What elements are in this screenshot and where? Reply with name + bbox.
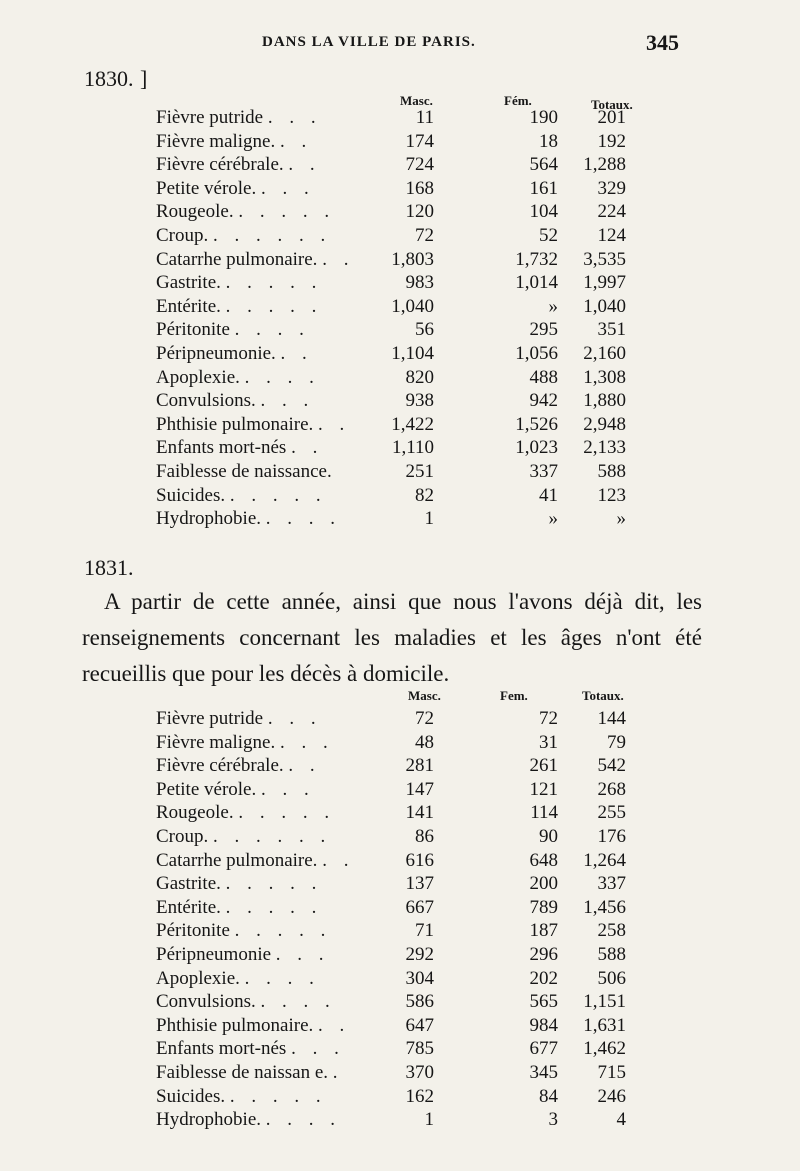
table-row bbox=[0, 342, 800, 365]
fem-value: 202 bbox=[529, 967, 558, 989]
fem-value: 3 bbox=[548, 1109, 558, 1131]
table-row bbox=[0, 507, 800, 530]
masc-value: 137 bbox=[405, 873, 434, 895]
disease-name bbox=[156, 389, 314, 412]
leader-dots: . . . bbox=[261, 177, 315, 199]
paragraph-text bbox=[82, 584, 702, 692]
fem-value: 114 bbox=[530, 802, 558, 824]
total-value: 337 bbox=[597, 873, 626, 895]
fem-value: » bbox=[548, 508, 558, 530]
table-row bbox=[0, 919, 800, 942]
disease-name bbox=[156, 366, 320, 389]
disease-label: Fièvre maligne. bbox=[156, 731, 276, 753]
masc-value: 1,104 bbox=[391, 343, 434, 364]
leader-dots: . . . . . bbox=[225, 896, 323, 918]
fem-value: 789 bbox=[529, 896, 558, 918]
disease-label: Entérite. bbox=[156, 896, 221, 918]
masc-value: 1 bbox=[424, 508, 434, 530]
column-header-fem: Fém. bbox=[504, 93, 532, 108]
masc-value: 304 bbox=[405, 967, 434, 989]
total-value: 1,040 bbox=[583, 295, 626, 317]
disease-label: Apoplexie. bbox=[156, 967, 240, 989]
total-value: 268 bbox=[597, 778, 626, 800]
fem-value: 1,056 bbox=[515, 343, 558, 364]
disease-label: Apoplexie. bbox=[156, 366, 240, 388]
leader-dots: . . bbox=[280, 130, 313, 152]
leader-dots: . . . bbox=[261, 778, 315, 800]
leader-dots: . . . bbox=[267, 708, 322, 729]
total-value: 329 bbox=[597, 177, 626, 199]
total-value: 3,535 bbox=[583, 248, 626, 270]
leader-dots: . . . . . bbox=[229, 1085, 327, 1107]
disease-name bbox=[156, 342, 313, 365]
fem-value: 1,023 bbox=[515, 437, 558, 459]
disease-label: Convulsions. bbox=[156, 390, 256, 412]
leader-dots: . . . bbox=[275, 944, 330, 965]
fem-value: 296 bbox=[529, 944, 558, 965]
disease-name bbox=[156, 1108, 341, 1131]
disease-name bbox=[156, 778, 315, 801]
disease-name bbox=[156, 224, 331, 247]
fem-value: 648 bbox=[529, 849, 558, 871]
disease-label: Convulsions. bbox=[156, 991, 256, 1013]
table-row bbox=[0, 778, 800, 801]
masc-value: 281 bbox=[405, 755, 434, 777]
fem-value: » bbox=[548, 295, 558, 317]
leader-dots: . . . bbox=[291, 1038, 345, 1060]
table-row bbox=[0, 1085, 800, 1108]
leader-dots: . . . bbox=[280, 731, 334, 753]
fem-value: 187 bbox=[529, 920, 558, 942]
leader-dots: . bbox=[332, 1062, 344, 1083]
disease-label: Petite vérole. bbox=[156, 778, 257, 800]
leader-dots: . . bbox=[318, 1014, 351, 1036]
disease-name bbox=[156, 707, 322, 730]
table-row bbox=[0, 366, 800, 389]
fem-value: 942 bbox=[529, 390, 558, 412]
disease-name bbox=[156, 754, 321, 777]
table-row bbox=[0, 1037, 800, 1060]
column-header-masc: Masc. bbox=[408, 688, 441, 703]
fem-value: 52 bbox=[539, 225, 558, 246]
total-value: » bbox=[616, 508, 626, 530]
disease-name bbox=[156, 1014, 350, 1037]
disease-name bbox=[156, 825, 331, 848]
disease-label: Rougeole. bbox=[156, 201, 234, 223]
total-value: 542 bbox=[597, 755, 626, 777]
leader-dots: . . . . . . bbox=[213, 225, 332, 246]
leader-dots: . . . . . bbox=[225, 873, 323, 895]
total-value: 588 bbox=[597, 944, 626, 965]
disease-name bbox=[156, 484, 327, 507]
masc-value: 1 bbox=[424, 1109, 434, 1131]
column-header-totaux: Totaux. bbox=[582, 688, 624, 703]
table-row bbox=[0, 484, 800, 507]
fem-value: 1,014 bbox=[515, 272, 558, 294]
disease-name bbox=[156, 801, 335, 824]
total-value: 1,288 bbox=[583, 154, 626, 176]
masc-value: 162 bbox=[405, 1085, 434, 1107]
total-value: 224 bbox=[597, 201, 626, 223]
table-row bbox=[0, 754, 800, 777]
leader-dots: . . . . bbox=[234, 319, 310, 341]
fem-value: 18 bbox=[539, 130, 558, 152]
table-row bbox=[0, 990, 800, 1013]
masc-value: 1,110 bbox=[391, 437, 434, 459]
table-row bbox=[0, 106, 800, 129]
disease-name bbox=[156, 872, 322, 895]
table-row bbox=[0, 967, 800, 990]
masc-value: 370 bbox=[405, 1062, 434, 1083]
disease-name bbox=[156, 200, 335, 223]
disease-label: Fièvre putride bbox=[156, 708, 264, 729]
masc-value: 72 bbox=[415, 708, 434, 729]
fem-value: 200 bbox=[529, 873, 558, 895]
fem-value: 72 bbox=[539, 708, 558, 729]
leader-dots: . . . . bbox=[265, 508, 342, 530]
disease-name bbox=[156, 248, 354, 271]
fem-value: 84 bbox=[539, 1085, 558, 1107]
disease-name bbox=[156, 413, 350, 436]
disease-name bbox=[156, 1085, 327, 1108]
table-row bbox=[0, 849, 800, 872]
disease-label: Catarrhe pulmonaire. bbox=[156, 849, 318, 871]
leader-dots: . . . bbox=[260, 390, 315, 412]
total-value: 2,948 bbox=[583, 413, 626, 435]
year-bracket: ] bbox=[140, 66, 148, 91]
masc-value: 86 bbox=[415, 826, 434, 847]
table-row bbox=[0, 825, 800, 848]
table-row bbox=[0, 271, 800, 294]
total-value: 201 bbox=[597, 107, 626, 128]
total-value: 2,160 bbox=[583, 343, 626, 364]
running-head: DANS LA VILLE DE PARIS. bbox=[262, 34, 476, 50]
total-value: 4 bbox=[616, 1109, 626, 1131]
disease-label: Suicides. bbox=[156, 484, 226, 506]
masc-value: 82 bbox=[415, 484, 434, 506]
disease-name bbox=[156, 507, 341, 530]
masc-value: 1,040 bbox=[391, 295, 434, 317]
total-value: 255 bbox=[597, 802, 626, 824]
table-row bbox=[0, 1061, 800, 1084]
disease-label: Hydrophobie. bbox=[156, 508, 262, 530]
masc-value: 11 bbox=[415, 107, 434, 128]
fem-value: 488 bbox=[529, 366, 558, 388]
disease-name bbox=[156, 271, 322, 294]
disease-name bbox=[156, 177, 315, 200]
leader-dots: . . bbox=[322, 248, 355, 270]
total-value: 588 bbox=[597, 461, 626, 482]
masc-value: 667 bbox=[405, 896, 434, 918]
total-value: 1,456 bbox=[583, 896, 626, 918]
fem-value: 677 bbox=[529, 1038, 558, 1060]
leader-dots: . . bbox=[318, 413, 351, 435]
leader-dots: . . . . bbox=[244, 366, 320, 388]
disease-label: Phthisie pulmonaire. bbox=[156, 1014, 314, 1036]
disease-label: Enfants mort-nés bbox=[156, 437, 287, 459]
masc-value: 174 bbox=[405, 130, 434, 152]
total-value: 2,133 bbox=[583, 437, 626, 459]
disease-name bbox=[156, 130, 312, 153]
fem-value: 261 bbox=[529, 755, 558, 777]
disease-label: Entérite. bbox=[156, 295, 221, 317]
fem-value: 564 bbox=[529, 154, 558, 176]
masc-value: 48 bbox=[415, 731, 434, 753]
fem-value: 90 bbox=[539, 826, 558, 847]
disease-label: Suicides. bbox=[156, 1085, 226, 1107]
table-row bbox=[0, 896, 800, 919]
masc-value: 72 bbox=[415, 225, 434, 246]
disease-label: Croup. bbox=[156, 826, 209, 847]
leader-dots: . . . bbox=[267, 107, 322, 128]
table-row bbox=[0, 389, 800, 412]
fem-value: 1,526 bbox=[515, 413, 558, 435]
leader-dots: . . bbox=[288, 755, 321, 777]
table-row bbox=[0, 707, 800, 730]
paragraph-body: A partir de cette année, ainsi que nous l'avons déjà dit, les renseignements concernant les maladies et les âges n'ont été recueillis que pour les décès à domicile. bbox=[82, 589, 702, 686]
masc-value: 785 bbox=[405, 1038, 434, 1060]
table-row bbox=[0, 872, 800, 895]
column-header-fem: Fem. bbox=[500, 688, 528, 703]
disease-label: Faiblesse de naissance. bbox=[156, 461, 332, 482]
disease-name bbox=[156, 436, 323, 459]
total-value: 1,880 bbox=[583, 390, 626, 412]
leader-dots: . . bbox=[280, 343, 313, 364]
fem-value: 104 bbox=[529, 201, 558, 223]
leader-dots: . . bbox=[291, 437, 324, 459]
masc-value: 147 bbox=[405, 778, 434, 800]
disease-label: Faiblesse de naissan e. bbox=[156, 1062, 329, 1083]
column-header-masc: Masc. bbox=[400, 93, 433, 108]
masc-value: 724 bbox=[405, 154, 434, 176]
total-value: 123 bbox=[597, 484, 626, 506]
disease-name bbox=[156, 990, 336, 1013]
leader-dots: . . . . . . bbox=[213, 826, 332, 847]
disease-name bbox=[156, 295, 322, 318]
table-row bbox=[0, 1108, 800, 1131]
total-value: 144 bbox=[597, 708, 626, 729]
disease-label: Catarrhe pulmonaire. bbox=[156, 248, 318, 270]
disease-name bbox=[156, 1061, 344, 1084]
masc-value: 251 bbox=[405, 461, 434, 482]
masc-value: 71 bbox=[415, 920, 434, 942]
total-value: 124 bbox=[597, 225, 626, 246]
leader-dots: . . bbox=[288, 154, 321, 176]
total-value: 176 bbox=[597, 826, 626, 847]
masc-value: 938 bbox=[405, 390, 434, 412]
total-value: 351 bbox=[597, 319, 626, 341]
disease-label: Péripneumonie bbox=[156, 944, 272, 965]
table-row bbox=[0, 248, 800, 271]
fem-value: 190 bbox=[529, 107, 558, 128]
masc-value: 983 bbox=[405, 272, 434, 294]
leader-dots: . . . . . bbox=[234, 920, 332, 942]
table-row bbox=[0, 200, 800, 223]
fem-value: 337 bbox=[529, 461, 558, 482]
total-value: 715 bbox=[597, 1062, 626, 1083]
disease-label: Péritonite bbox=[156, 920, 230, 942]
table-row bbox=[0, 413, 800, 436]
table-row bbox=[0, 801, 800, 824]
disease-label: Péritonite bbox=[156, 319, 230, 341]
fem-value: 41 bbox=[539, 484, 558, 506]
table-row bbox=[0, 1014, 800, 1037]
disease-name bbox=[156, 943, 330, 966]
total-value: 192 bbox=[597, 130, 626, 152]
disease-name bbox=[156, 967, 320, 990]
masc-value: 586 bbox=[405, 991, 434, 1013]
total-value: 1,631 bbox=[583, 1014, 626, 1036]
disease-label: Rougeole. bbox=[156, 802, 234, 824]
disease-name bbox=[156, 919, 331, 942]
leader-dots: . . . . bbox=[244, 967, 320, 989]
masc-value: 647 bbox=[405, 1014, 434, 1036]
column-header-totaux: Totaux. bbox=[591, 97, 633, 112]
disease-name bbox=[156, 1037, 345, 1060]
fem-value: 295 bbox=[529, 319, 558, 341]
disease-label: Fièvre putride bbox=[156, 107, 264, 128]
disease-label: Petite vérole. bbox=[156, 177, 257, 199]
total-value: 1,151 bbox=[583, 991, 626, 1013]
total-value: 79 bbox=[607, 731, 626, 753]
fem-value: 31 bbox=[539, 731, 558, 753]
year-heading-1830: 1830. bbox=[84, 66, 134, 91]
total-value: 1,308 bbox=[583, 366, 626, 388]
fem-value: 121 bbox=[529, 778, 558, 800]
masc-value: 120 bbox=[405, 201, 434, 223]
disease-label: Phthisie pulmonaire. bbox=[156, 413, 314, 435]
table-row bbox=[0, 295, 800, 318]
leader-dots: . . . . bbox=[260, 991, 336, 1013]
leader-dots: . . . . bbox=[265, 1109, 342, 1131]
leader-dots: . . . . . bbox=[238, 802, 336, 824]
table-row bbox=[0, 153, 800, 176]
disease-label: Fièvre maligne. bbox=[156, 130, 276, 152]
leader-dots: . . . . . bbox=[225, 295, 323, 317]
masc-value: 168 bbox=[405, 177, 434, 199]
masc-value: 141 bbox=[405, 802, 434, 824]
table-row bbox=[0, 436, 800, 459]
table-row bbox=[0, 177, 800, 200]
masc-value: 1,803 bbox=[391, 248, 434, 270]
fem-value: 1,732 bbox=[515, 248, 558, 270]
leader-dots: . . . . . bbox=[238, 201, 336, 223]
disease-label: Gastrite. bbox=[156, 272, 221, 294]
masc-value: 292 bbox=[405, 944, 434, 965]
masc-value: 820 bbox=[405, 366, 434, 388]
total-value: 1,264 bbox=[583, 849, 626, 871]
table-row bbox=[0, 224, 800, 247]
table-row bbox=[0, 130, 800, 153]
disease-label: Péripneumonie. bbox=[156, 343, 276, 364]
disease-name bbox=[156, 896, 322, 919]
total-value: 1,997 bbox=[583, 272, 626, 294]
disease-name bbox=[156, 460, 332, 483]
masc-value: 56 bbox=[415, 319, 434, 341]
disease-label: Enfants mort-nés bbox=[156, 1038, 287, 1060]
disease-name bbox=[156, 849, 354, 872]
total-value: 1,462 bbox=[583, 1038, 626, 1060]
disease-name bbox=[156, 731, 334, 754]
disease-name bbox=[156, 318, 310, 341]
masc-value: 616 bbox=[405, 849, 434, 871]
disease-name bbox=[156, 106, 322, 129]
leader-dots: . . . . . bbox=[225, 272, 323, 294]
page-number: 345 bbox=[646, 30, 679, 55]
year-heading-1831: 1831. bbox=[84, 555, 134, 580]
disease-label: Hydrophobie. bbox=[156, 1109, 262, 1131]
total-value: 258 bbox=[597, 920, 626, 942]
table-row bbox=[0, 318, 800, 341]
table-row bbox=[0, 731, 800, 754]
table-row bbox=[0, 460, 800, 483]
fem-value: 161 bbox=[529, 177, 558, 199]
disease-label: Croup. bbox=[156, 225, 209, 246]
disease-name bbox=[156, 153, 321, 176]
disease-label: Fièvre cérébrale. bbox=[156, 755, 284, 777]
fem-value: 565 bbox=[529, 991, 558, 1013]
leader-dots: . . . . . bbox=[229, 484, 327, 506]
masc-value: 1,422 bbox=[391, 413, 434, 435]
disease-label: Fièvre cérébrale. bbox=[156, 154, 284, 176]
disease-label: Gastrite. bbox=[156, 873, 221, 895]
table-row bbox=[0, 943, 800, 966]
leader-dots: . . bbox=[322, 849, 355, 871]
total-value: 246 bbox=[597, 1085, 626, 1107]
total-value: 506 bbox=[597, 967, 626, 989]
fem-value: 984 bbox=[529, 1014, 558, 1036]
fem-value: 345 bbox=[529, 1062, 558, 1083]
